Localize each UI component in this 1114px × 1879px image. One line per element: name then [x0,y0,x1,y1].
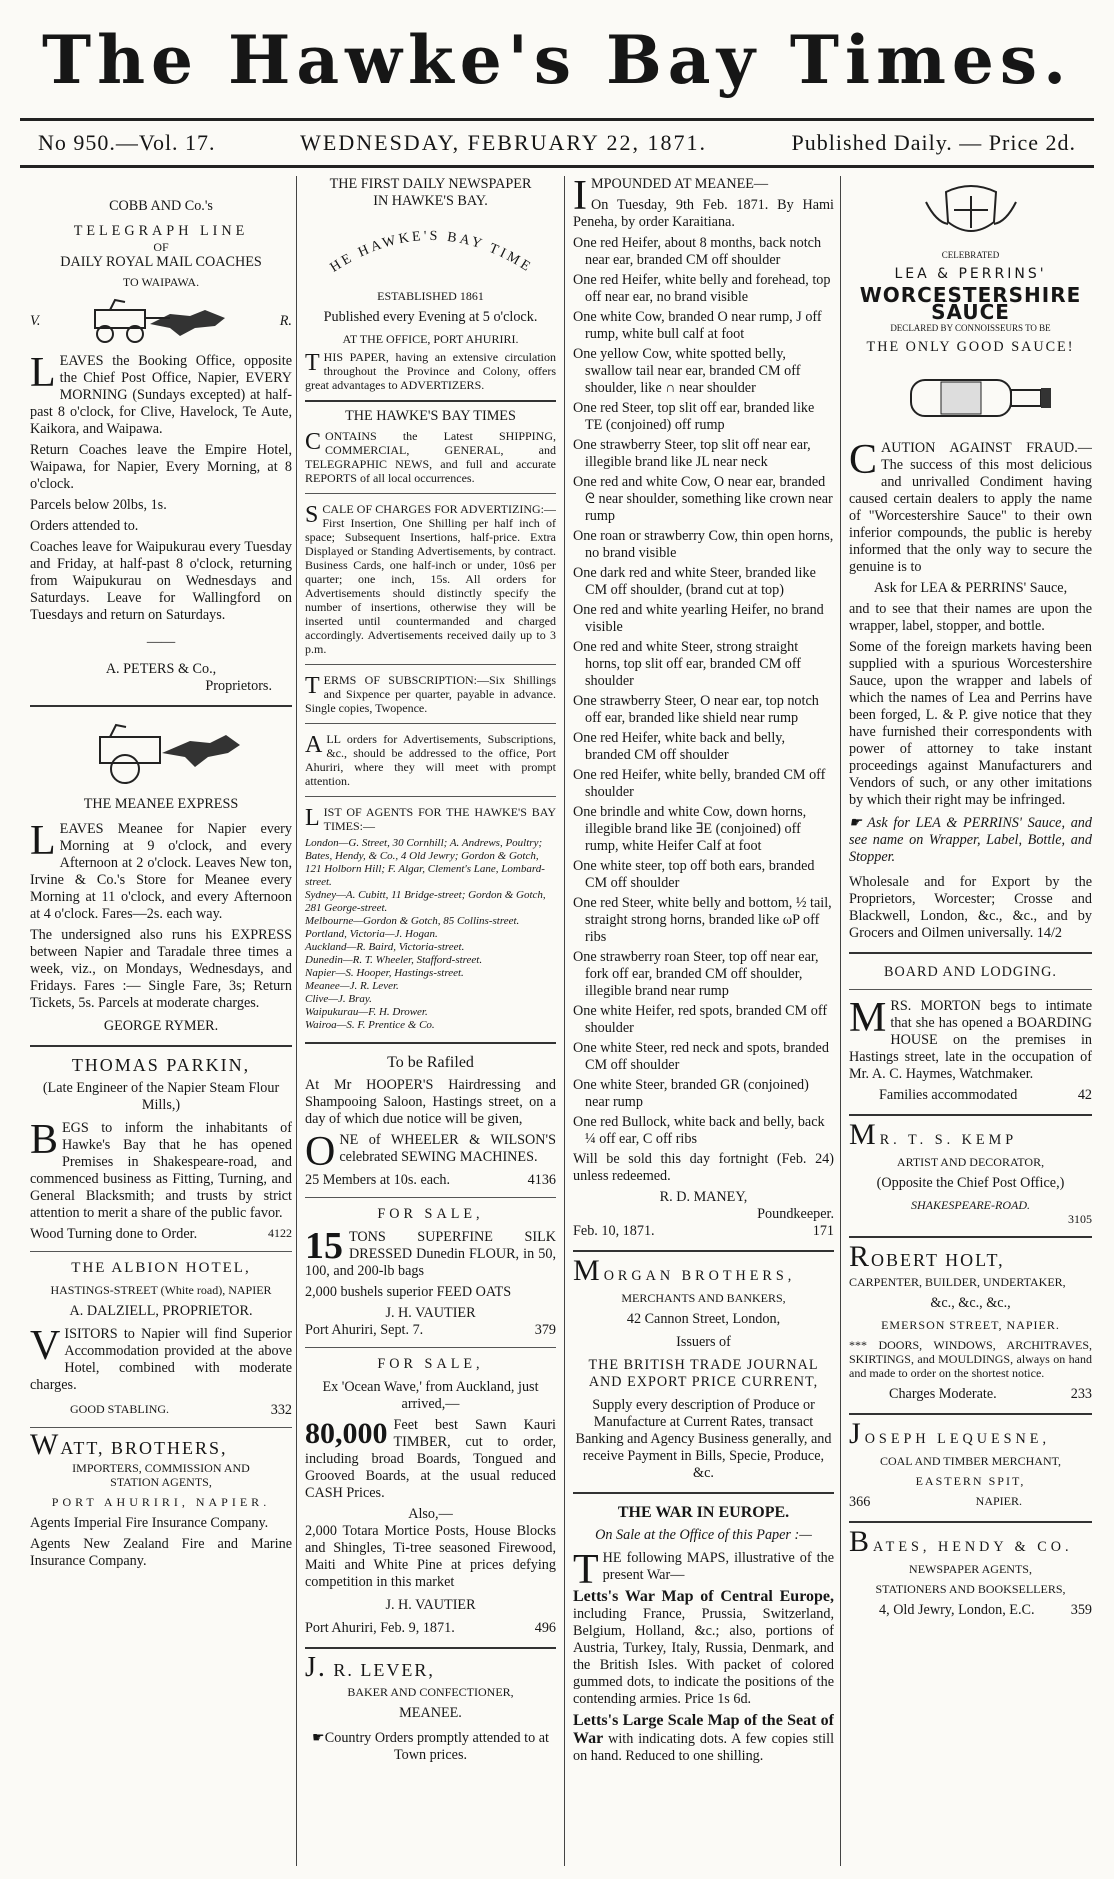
agent-entry: Sydney—A. Cubitt, 11 Bridge-street; Gordon & Gotch, 281 George-street. [305,889,546,914]
times-paragraph-2: SCALE OF CHARGES FOR ADVERTIZING:— First Insertion, One Shilling per half inch of space; Subsequent Insertions, half-price. Extra Displayed or Standing Advertisements, by contract. Business Cards, one half-inch or under, 10s6 per quarter; one inch, 15s. All orders for Advertisements should distinctly specify the number of insertions, otherwise they will be inserted until countermanded and charged accordingly. Advertisements received daily up to 3 p.m. [305,502,556,656]
coach-r-label: R. [279,312,292,329]
agent-entry: London—G. Street, 30 Cornhill; A. Andrews, Poultry; Bates, Hendy, & Co., 4 Old Jewry; Gordon & Gotch, 121 Holborn Hill; F. Algar, Clement's Lane, Lombard-street. [305,837,545,888]
coach-icon [75,296,245,346]
agent-entry: Melbourne—Gordon & Gotch, 85 Collins-street. [305,915,520,927]
express-cart-icon [30,717,292,787]
kemp-line-3: (Opposite the Chief Post Office,) [876,1175,1065,1191]
kemp-advert [849,1118,1092,1226]
lequesne-advert [849,1417,1092,1511]
divider [30,1251,292,1252]
meanee-advert [30,717,292,1035]
list-item: One brindle and white Cow, down horns, illegible brand like ∃E (conjoined) off rump, white Heifer Calf at foot [573,804,807,854]
divider [305,1197,556,1198]
albion-paragraph: VISITORS to Napier will find Superior Accommodation provided at the above Hotel, combined with moderate charges. [30,1323,292,1393]
board-paragraph: MRS. MORTON begs to intimate that she has opened a BOARDING HOUSE on the premises in Hastings street, late in the occupation of Mr. A. C. Haymes, Watchmaker. [849,995,1092,1082]
lequesne-title: JOSEPH LEQUESNE, [849,1417,1051,1450]
lea-perrins-advert [849,182,1092,432]
sale-timber-intro: Ex 'Ocean Wave,' from Auckland, just arrived,— [322,1379,539,1412]
list-item: One white Heifer, red spots, branded CM off shoulder [573,1003,828,1036]
times-paragraph-5: LIST OF AGENTS FOR THE HAWKE'S BAY TIMES:— [305,805,556,833]
kemp-title: MR. T. S. KEMP [849,1118,1018,1151]
bates-title: BATES, HENDY & CO. [849,1525,1073,1558]
parkin-advert [30,1057,292,1243]
paper-paragraph: THIS PAPER, having an extensive circulation throughout the Province and Colony, offers great advantages to ADVERTIZERS. [305,350,556,392]
divider [849,1413,1092,1415]
lea-only: THE ONLY GOOD SAUCE! [866,339,1075,355]
albion-address: HASTINGS-STREET (White road), NAPIER [50,1283,272,1297]
board-footer: Families accommodated 42 [879,1087,1092,1103]
divider [573,1492,834,1494]
holt-paragraph: *** DOORS, WINDOWS, ARCHITRAVES, SKIRTINGS, and MOULDINGS, always on hand and made to order on the shortest notice. [849,1338,1092,1380]
war-paragraph-2: Letts's War Map of Central Europe, including France, Prussia, Switzerland, Belgium, Holland, &c.; also, portions of Austria, Turkey, Italy, Russia, Denmark, and the British Isles. With packet of colored gummed dots, to indicate the positions of the contending armies. Price 1s 6d. [573,1588,834,1707]
divider [305,1347,556,1348]
morgan-paragraph: Supply every description of Produce or Manufacture at Current Rates, transact Banking and Agency Business generally, and receive Payment in Bills, Specie, Produce, &c. [575,1397,832,1481]
sale-flour-footer: Port Ahuriri, Sept. 7. 379 [305,1322,556,1338]
paper-advert [305,176,556,392]
lea-celebrated: CELEBRATED [941,250,1000,260]
divider [849,952,1092,954]
watt-advert [30,1428,292,1570]
lea-sauce: WORCESTERSHIRE SAUCE [859,283,1082,324]
agent-entry: Clive—J. Bray. [305,993,372,1005]
agent-entry: Waipukurau—F. H. Drower. [305,1006,428,1018]
sale-timber-signature: J. H. VAUTIER [385,1597,476,1613]
raffle-title: To be Rafiled [387,1054,474,1071]
cobb-paragraph-2: Return Coaches leave the Empire Hotel, Waipawa, for Napier, Every Morning, at 8 o'clock. [30,442,292,492]
holt-line-4: EMERSON STREET, NAPIER. [881,1318,1060,1332]
impound-intro: On Tuesday, 9th Feb. 1871. By Hami Peneha, by order Karaitiana. [573,197,834,230]
list-item: One red Bullock, white back and belly, back ¼ off ear, C off ribs [573,1114,825,1147]
bottle-icon [849,362,1092,432]
coat-of-arms-icon [849,182,1092,242]
bates-footer: 4, Old Jewry, London, E.C. 359 [879,1602,1092,1618]
kemp-number: 3105 [1068,1212,1092,1226]
morgan-line-5: THE BRITISH TRADE JOURNAL [588,1357,819,1373]
morgan-line-4: Issuers of [676,1334,731,1350]
meanee-paragraph-2: The undersigned also runs his EXPRESS between Napier and Taradale three times a week, viz., on Mondays, Wednesdays, and Fridays. Fares :— Single Fare, 3s; Return Tickets, 5s. Parcels at moderate charges. [30,927,292,1011]
agent-entry: Auckland—R. Baird, Victoria-street. [305,941,465,953]
holt-footer: Charges Moderate. 233 [889,1386,1092,1402]
list-item: One strawberry Steer, top slit off near ear, illegible brand like JL near neck [573,437,811,470]
cobb-heading: COBB AND Co.'s [109,198,213,214]
times-paragraph-3: TERMS OF SUBSCRIPTION:—Six Shillings and Sixpence per quarter, payable in advance. Single copies, Twopence. [305,673,556,715]
list-item: One strawberry roan Steer, top off near ear, fork off ear, branded CM off shoulder, illegible brand near rump [573,949,819,999]
list-item: One white Cow, branded O near rump, J off rump, white bull calf at foot [573,309,822,342]
morgan-line-6: AND EXPORT PRICE CURRENT, [588,1374,819,1390]
coach-v-label: V. [30,312,41,329]
parkin-title: THOMAS PARKIN, [71,1055,251,1075]
divider [305,664,556,665]
divider [305,1042,556,1044]
lever-paragraph: ☛Country Orders promptly attended to at Town prices. [312,1730,549,1763]
column-2 [296,176,556,1866]
lever-title: J. R. LEVER, [305,1652,435,1683]
meanee-title: THE MEANEE EXPRESS [83,796,239,812]
paper-heading-2: IN HAWKE'S BAY. [373,193,488,209]
watt-line-4: PORT AHURIRI, NAPIER. [51,1495,271,1509]
bates-line-2: NEWSPAPER AGENTS, [909,1562,1032,1576]
bates-advert [849,1525,1092,1619]
divider [305,796,556,797]
lea-caution [849,437,1092,942]
list-item: One red Heifer, white back and belly, branded CM off shoulder [573,730,786,763]
war-title: THE WAR IN EUROPE. [617,1504,790,1521]
cobb-dash: —— [146,634,176,650]
lequesne-footer: 366 NAPIER. [849,1494,1022,1510]
impound-poundkeeper: Poundkeeper. [757,1206,834,1222]
list-item: One white steer, top off both ears, branded CM off shoulder [573,858,815,891]
times-paragraph-1: CONTAINS the Latest SHIPPING, COMMERCIAL, GENERAL, and TELEGRAPHIC NEWS, and full and accurate REPORTS of all local occurrences. [305,429,556,485]
raffle-advert [305,1054,556,1189]
raffle-footer: 25 Members at 10s. each. 4136 [305,1172,556,1188]
sale-timber-title: FOR SALE, [377,1356,484,1372]
pointing-hand-icon: ☛ [849,815,868,831]
war-paragraph-1: THE following MAPS, illustrative of the present War— [573,1547,834,1593]
sale-timber-paragraph: 80,000 Feet best Sawn Kauri TIMBER, cut to order, including broad Boards, Tongued and Grooved Boards, at the usual reduced CASH Prices. [305,1417,556,1501]
list-item: One red Steer, white belly and bottom, ½ tail, straight strong horns, branded like ωP off ribs [573,895,832,945]
impound-advert [573,176,834,1240]
list-item: One roan or strawberry Cow, thin open horns, no brand visible [573,528,834,561]
times-title: THE HAWKE'S BAY TIMES [345,408,516,424]
board-advert [849,964,1092,1104]
raffle-paragraph-2: ONE of WHEELER & WILSON'S celebrated SEWING MACHINES. [305,1129,556,1175]
lea-paragraph-1: CAUTION AGAINST FRAUD.— The success of this most delicious and unrivalled Condiment having caused certain dealers to apply the name of "Worcestershire Sauce" to their own inferior compounds, the public is hereby informed that the only way to secure the genuine is to [849,437,1092,575]
divider [849,989,1092,990]
holt-title: ROBERT HOLT, [849,1240,1005,1273]
morgan-line-3: 42 Cannon Street, London, [626,1311,781,1327]
divider [305,723,556,724]
divider [305,1647,556,1649]
morgan-line-2: MERCHANTS AND BANKERS, [621,1291,786,1305]
list-item: One red and white Steer, strong straight horns, top slit off ear, branded CM off shoulder [573,639,802,689]
lea-declared: DECLARED BY CONNOISSEURS TO BE [890,323,1051,333]
lea-paragraph-3: Some of the foreign markets having been supplied with a spurious Worcestershire Sauce, upon the wrapper and labels of which the names of Lea and Perrins have been forged, L. & P. give notice that they have furnished their correspondents with power of attorney to take instant proceedings against Manufacturers and Vendors of such, or any other imitations by which their right may be infringed. [849,639,1092,808]
impound-list [573,235,834,1148]
lea-paragraph-4: ☛ Ask for LEA & PERRINS' Sauce, and see name on Wrapper, Label, Bottle, and Stopper. [849,815,1092,865]
column-3 [564,176,834,1866]
lequesne-line-3: EASTERN SPIT, [915,1474,1026,1488]
list-item: One red Heifer, about 8 months, back notch near ear, branded CM off shoulder [573,235,822,268]
lever-line-2: BAKER AND CONFECTIONER, [347,1685,514,1699]
cobb-proprietors: Proprietors. [205,678,272,694]
divider [30,1045,292,1047]
coach-illustration [30,295,292,347]
agent-entry: Wairoa—S. F. Prentice & Co. [305,1019,435,1031]
cobb-paragraph-5: Coaches leave for Waipukurau every Tuesday and Friday, at half-past 8 o'clock, returning from Waipukurau on Wednesdays and Saturdays. Leave for Wallingford on Tuesdays and return on Saturdays. [30,539,292,623]
cobb-to-waipawa: TO WAIPAWA. [122,275,200,289]
parkin-footer: Wood Turning done to Order. 4122 [30,1226,292,1242]
kemp-line-2: ARTIST AND DECORATOR, [896,1155,1045,1169]
times-advert [305,408,556,1032]
agents-list [305,837,556,1032]
masthead-title: The Hawke's Bay Times. [41,21,1073,99]
divider [849,1114,1092,1116]
war-advert [573,1504,834,1765]
column-4 [840,176,1092,1866]
price-line: Published Daily. — Price 2d. [791,130,1076,155]
meanee-paragraph-1: LEAVES Meanee for Napier every Morning at 9 o'clock, and every Afternoon at 2 o'clock. Leaves New ton, Irvine & Co.'s Store for Meanee every Morning at 11 o'clock, and every Afternoon at 4 o'clock. Fares—2s. each way. [30,818,292,922]
list-item: One yellow Cow, white spotted belly, swallow tail near ear, branded CM off shoulder, like ∩ near shoulder [573,346,801,396]
divider [305,493,556,494]
sale-flour-advert [305,1206,556,1339]
albion-advert [30,1260,292,1419]
list-item: One white Steer, red neck and spots, branded CM off shoulder [573,1040,829,1073]
impound-signature: R. D. MANEY, [659,1189,748,1205]
lever-advert [305,1652,556,1764]
pointing-hand-icon: ☛ [312,1730,325,1746]
watt-paragraph-2: Agents New Zealand Fire and Marine Insurance Company. [30,1536,292,1569]
cobb-of: OF [153,240,169,254]
impound-title: IMPOUNDED AT MEANEE— [573,176,769,219]
sale-flour-signature: J. H. VAUTIER [385,1305,476,1321]
cobb-paragraph-1: LEAVES the Booking Office, opposite the Chief Post Office, Napier, EVERY MORNING (Sundays excepted) at half-past 8 o'clock, for Clive, Havelock, Te Aute, Kaikora, and Waipawa. [30,350,292,437]
issue-number: No 950.—Vol. 17. [38,130,216,155]
sale-timber-footer: Port Ahuriri, Feb. 9, 1871. 496 [305,1620,556,1636]
list-item: One red Steer, top slit off ear, branded like TE (conjoined) off rump [573,400,815,433]
kemp-line-4: SHAKESPEARE-ROAD. [911,1198,1030,1212]
morgan-advert [573,1254,834,1482]
agent-entry: Portland, Victoria—J. Hogan. [305,928,438,940]
paper-heading-1: THE FIRST DAILY NEWSPAPER [329,176,532,192]
albion-title: THE ALBION HOTEL, [71,1260,251,1276]
column-1 [30,176,292,1866]
sale-timber-paragraph-2: 2,000 Totara Mortice Posts, House Blocks and Shingles, Ti-tree seasoned Firewood, Maiti and White Pine at prices defying competition in this market [305,1523,556,1590]
sale-flour-paragraph-2: 2,000 bushels superior FEED OATS [305,1284,512,1300]
sale-flour-title: FOR SALE, [377,1206,484,1222]
list-item: One red Heifer, white belly, branded CM off shoulder [573,767,826,800]
impound-notice: Will be sold this day fortnight (Feb. 24) unless redeemed. [573,1151,834,1184]
paper-published: Published every Evening at 5 o'clock. [323,309,538,325]
paper-arch [305,216,556,283]
cobb-paragraph-3: Parcels below 20lbs, 1s. [30,497,167,513]
cobb-coaches: DAILY ROYAL MAIL COACHES [60,254,262,270]
lea-paragraph-5: Wholesale and for Export by the Proprietors, Worcester; Crosse and Blackwell, London, &c., &c., and by Grocers and Oilmen universally. 14/2 [849,874,1092,941]
parkin-subtitle: (Late Engineer of the Napier Steam Flour Mills,) [42,1080,280,1113]
dateline [20,118,1094,168]
war-subtitle: On Sale at the Office of this Paper :— [595,1527,812,1543]
raffle-paragraph-1: At Mr HOOPER'S Hairdressing and Shampooing Saloon, Hastings street, on a day of which due notice will be given, [305,1077,556,1127]
watt-title: WATT, BROTHERS, [30,1428,228,1461]
cobb-paragraph-4: Orders attended to. [30,518,139,534]
divider [305,400,556,402]
arched-title [311,216,551,278]
agent-entry: Napier—S. Hooper, Hastings-street. [305,967,464,979]
albion-proprietor: A. DALZIELL, PROPRIETOR. [69,1303,253,1319]
lever-line-3: MEANEE. [399,1705,462,1721]
divider [573,1250,834,1252]
cobb-signature: A. PETERS & Co., [105,661,217,677]
paper-established: ESTABLISHED 1861 [377,289,484,303]
sale-timber-advert [305,1356,556,1637]
holt-advert [849,1240,1092,1403]
lequesne-line-2: COAL AND TIMBER MERCHANT, [879,1454,1062,1468]
board-title: BOARD AND LODGING. [884,964,1057,980]
holt-line-3: &c., &c., &c., [930,1295,1011,1311]
cobb-telegraph: TELEGRAPH LINE [73,223,249,239]
divider [30,1427,292,1428]
lea-paragraph-2: and to see that their names are upon the wrapper, label, stopper, and bottle. [849,601,1092,634]
sale-flour-paragraph-1: 15 TONS SUPERFINE SILK DRESSED Dunedin FLOUR, in 50, 100, and 200-lb bags [305,1225,556,1279]
watt-line-3: STATION AGENTS, [110,1475,212,1489]
agent-entry: Dunedin—R. T. Wheeler, Stafford-street. [305,954,483,966]
paper-office: AT THE OFFICE, PORT AHURIRI. [342,332,519,346]
list-item: One white Steer, branded GR (conjoined) near rump [573,1077,809,1110]
list-item: One red and white yearling Heifer, no brand visible [573,602,824,635]
watt-paragraph-1: Agents Imperial Fire Insurance Company. [30,1515,269,1531]
list-item: One dark red and white Steer, branded like CM off shoulder, (brand cut at top) [573,565,816,598]
bates-line-3: STATIONERS AND BOOKSELLERS, [875,1582,1066,1596]
divider [849,1521,1092,1523]
divider [849,1236,1092,1238]
sale-timber-also: Also,— [408,1506,453,1522]
cobb-advert [30,198,292,695]
holt-line-2: CARPENTER, BUILDER, UNDERTAKER, [849,1275,1066,1289]
lea-brand: LEA & PERRINS' [894,266,1047,282]
war-paragraph-3: Letts's Large Scale Map of the Seat of War with indicating dots. A few copies still on hand. Reduced to one shilling. [573,1712,834,1764]
morgan-title: MORGAN BROTHERS, [573,1254,796,1287]
albion-footer: GOOD STABLING. 332 [70,1402,292,1418]
list-item: One strawberry Steer, O near ear, top notch off ear, branded like shield near rump [573,693,819,726]
svg-text:THE HAWKE'S BAY TIMES: HE HAWKE'S BAY TIME [327,228,535,277]
times-paragraph-4: ALL orders for Advertisements, Subscriptions, &c., should be addressed to the office, Port Ahuriri, where they will meet with prompt attention. [305,732,556,788]
agent-entry: Meanee—J. R. Lever. [305,980,399,992]
issue-date: WEDNESDAY, FEBRUARY 22, 1871. [300,130,707,155]
list-item: One red and white Cow, O near ear, branded ᘓ near shoulder, something like crown near rump [573,474,833,524]
meanee-signature: GEORGE RYMER. [103,1018,219,1034]
watt-line-2: IMPORTERS, COMMISSION AND [72,1461,250,1475]
parkin-paragraph: BEGS to inform the inhabitants of Hawke's Bay that he has opened Premises in Shakespeare-road, and commenced business as Fitting, Turning, and General Blacksmith; and trusts by strict attention to merit a share of the public favor. [30,1117,292,1221]
lea-ask: Ask for LEA & PERRINS' Sauce, [873,580,1068,596]
list-item: One red Heifer, white belly and forehead, top off near ear, no brand visible [573,272,831,305]
divider [30,705,292,707]
impound-footer: Feb. 10, 1871. 171 [573,1223,834,1239]
